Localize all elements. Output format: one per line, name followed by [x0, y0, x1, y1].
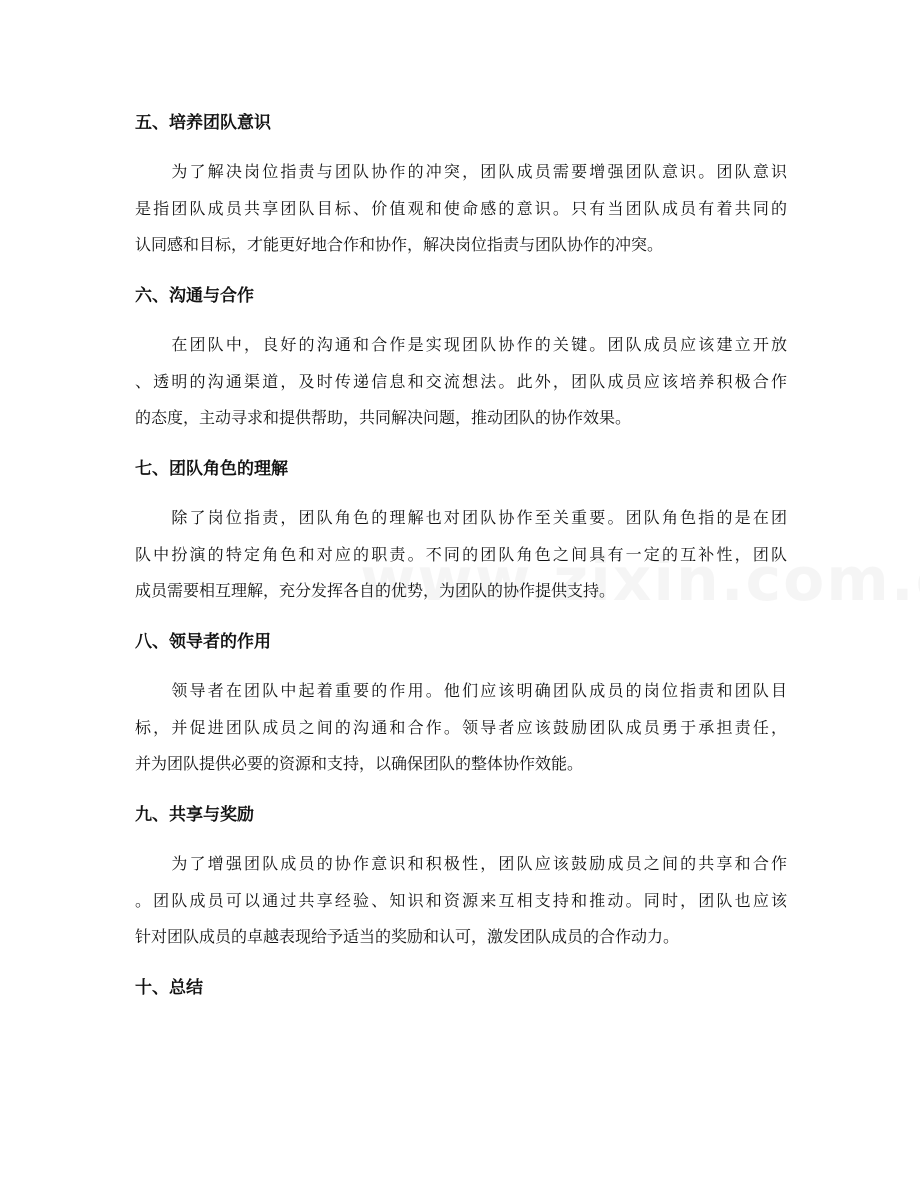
paragraph-line: 为了增强团队成员的协作意识和积极性，团队应该鼓励成员之间的共享和合作: [135, 854, 787, 873]
section-paragraph-8: [135, 673, 787, 783]
paragraph-line: 、透明的沟通渠道，及时传递信息和交流想法。此外，团队成员应该培养积极合作: [135, 371, 787, 391]
paragraph-line: 标，并促进团队成员之间的沟通和合作。领导者应该鼓励团队成员勇于承担责任，: [135, 717, 787, 737]
section-paragraph-6: [135, 327, 787, 437]
section-paragraph-7: [135, 500, 787, 610]
section-paragraph-5: [135, 154, 787, 264]
paragraph-line: 领导者在团队中起着重要的作用。他们应该明确团队成员的岗位指责和团队目: [135, 681, 787, 700]
section-heading-6: 六、沟通与合作: [135, 286, 254, 306]
paragraph-line: 成员需要相互理解，充分发挥各自的优势，为团队的协作提供支持。: [135, 581, 616, 600]
section-heading-9: 九、共享与奖励: [135, 805, 254, 825]
paragraph-line: 的态度，主动寻求和提供帮助，共同解决问题，推动团队的协作效果。: [135, 408, 632, 427]
paragraph-line: 为了解决岗位指责与团队协作的冲突，团队成员需要增强团队意识。团队意识: [135, 162, 787, 181]
section-heading-7: 七、团队角色的理解: [135, 459, 288, 479]
section-paragraph-9: [135, 846, 787, 956]
section-heading-8: 八、领导者的作用: [135, 632, 271, 652]
paragraph-line: 在团队中，良好的沟通和合作是实现团队协作的关键。团队成员应该建立开放: [135, 335, 787, 354]
paragraph-line: 是指团队成员共享团队目标、价值观和使命感的意识。只有当团队成员有着共同的: [135, 198, 787, 218]
paragraph-line: 针对团队成员的卓越表现给予适当的奖励和认可，激发团队成员的合作动力。: [135, 927, 680, 946]
paragraph-line: 除了岗位指责，团队角色的理解也对团队协作至关重要。团队角色指的是在团: [135, 508, 787, 527]
section-heading-10: 十、总结: [135, 978, 203, 998]
paragraph-line: 队中扮演的特定角色和对应的职责。不同的团队角色之间具有一定的互补性，团队: [135, 544, 787, 564]
section-heading-5: 五、培养团队意识: [135, 113, 271, 133]
paragraph-line: 并为团队提供必要的资源和支持，以确保团队的整体协作效能。: [135, 754, 584, 773]
paragraph-line: 。团队成员可以通过共享经验、知识和资源来互相支持和推动。同时，团队也应该: [135, 890, 787, 910]
paragraph-line: 认同感和目标，才能更好地合作和协作，解决岗位指责与团队协作的冲突。: [135, 235, 664, 254]
